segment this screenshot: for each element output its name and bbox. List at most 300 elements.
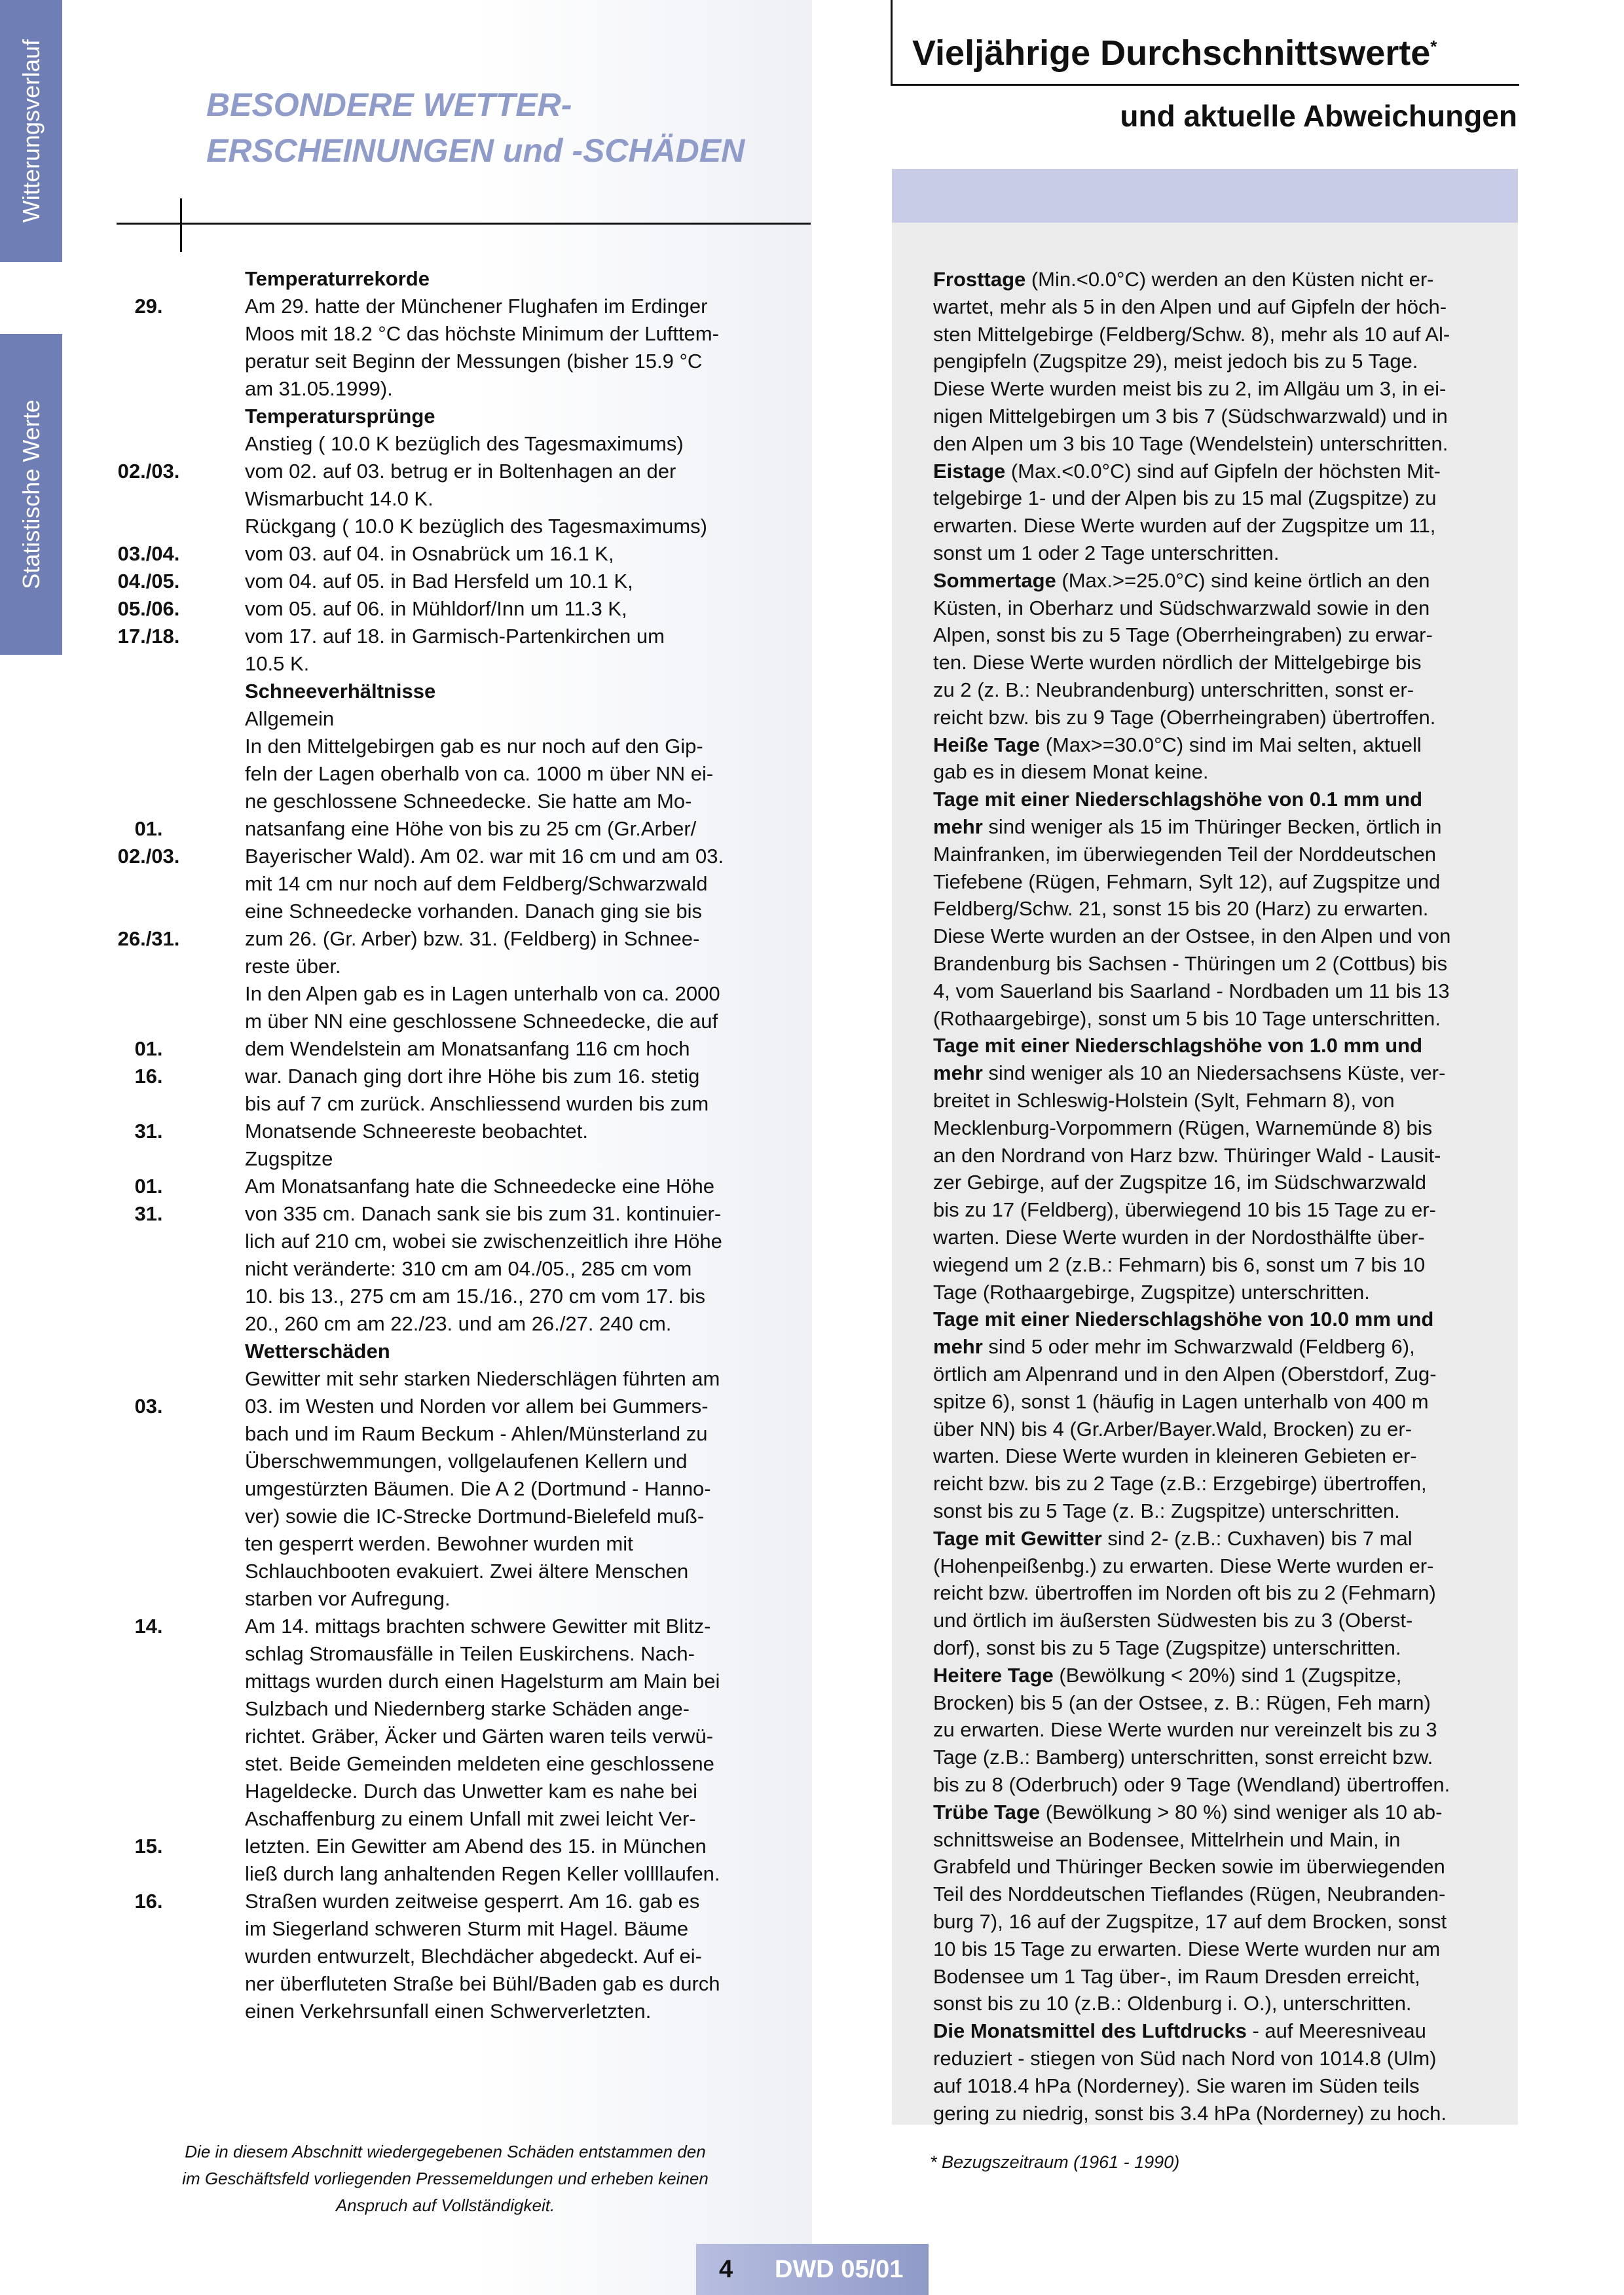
entry-text: In den Alpen gab es in Lagen unterhalb von ca. 2000 <box>245 982 720 1005</box>
entry-line <box>113 595 767 623</box>
entry-text: am 31.05.1999). <box>245 377 393 400</box>
text-line <box>933 348 1418 375</box>
text-run: telgebirge 1- und der Alpen bis zu 15 mal (Zugspitze) zu <box>933 487 1437 510</box>
entry-text: schlag Stromausfälle in Teilen Euskirchens. Nach- <box>245 1642 695 1665</box>
entry-line <box>113 320 767 348</box>
text-line <box>933 1771 1450 1799</box>
text-line <box>933 1196 1436 1224</box>
entry-text: lich auf 210 cm, wobei sie zwischenzeitlich ihre Höhe <box>245 1230 722 1253</box>
footnote-line: Anspruch auf Vollständigkeit. <box>335 2195 555 2215</box>
text-run: warten. Diese Werte wurden in der Nordosthälfte über- <box>933 1226 1425 1249</box>
text-run: auf 1018.4 hPa (Norderney). Sie waren im Süden teils <box>933 2074 1420 2097</box>
text-run: spitze 6), sonst 1 (häufig in Lagen unterhalb von 400 m <box>933 1389 1429 1413</box>
text-run: zu erwarten. Diese Werte wurden nur vereinzelt bis zu 3 <box>933 1718 1437 1742</box>
entry-line <box>113 1613 767 1640</box>
entry-line <box>113 1063 767 1090</box>
text-line <box>933 704 1435 731</box>
entry-text: ließ durch lang anhaltenden Regen Keller vollllaufen. <box>245 1862 720 1885</box>
entry-line <box>113 1998 767 2025</box>
entry-line <box>113 1668 767 1695</box>
entry-text: richtet. Gräber, Äcker und Gärten waren teils verwü- <box>245 1725 714 1748</box>
text-run: dorf), sonst bis zu 5 Tage (Zugspitze) unterschritten. <box>933 1636 1401 1659</box>
section-title-line: BESONDERE WETTER- <box>206 86 572 123</box>
entry-text: nicht veränderte: 310 cm am 04./05., 285 cm vom <box>245 1257 692 1280</box>
entry-line <box>113 485 767 513</box>
entry-date: 01. <box>134 817 163 840</box>
entry-line <box>113 843 767 870</box>
text-line <box>933 813 1442 841</box>
entry-line <box>113 293 767 320</box>
entry-date: 17./18. <box>117 625 180 648</box>
text-line <box>933 1169 1426 1196</box>
term-label: Tage mit einer Niederschlagshöhe von 10.0 mm und <box>933 1308 1434 1331</box>
text-line <box>933 1388 1429 1416</box>
text-run: bis zu 8 (Oderbruch) oder 9 Tage (Wendland) übertroffen. <box>933 1773 1450 1796</box>
entry-text: Am Monatsanfang hate die Schneedecke eine Höhe <box>245 1175 714 1198</box>
text-run: Tage (z.B.: Bamberg) unterschritten, sonst erreicht bzw. <box>933 1746 1433 1769</box>
text-run: sind 2- (z.B.: Cuxhaven) bis 7 mal <box>1101 1526 1412 1550</box>
text-run: gab es in diesem Monat keine. <box>933 760 1209 784</box>
text-line <box>933 1114 1432 1142</box>
text-run: breitet in Schleswig-Holstein (Sylt, Fehmarn 8), von <box>933 1089 1395 1112</box>
term-label: Trübe Tage <box>933 1800 1041 1824</box>
text-line <box>933 485 1437 512</box>
text-run: Feldberg/Schw. 21, sonst 15 bis 20 (Harz) zu erwarten. <box>933 897 1429 921</box>
entry-date: 16. <box>134 1890 163 1913</box>
term-label: Heitere Tage <box>933 1663 1054 1687</box>
entry-text: starben vor Aufregung. <box>245 1587 451 1610</box>
text-line <box>933 1442 1417 1470</box>
entry-text: reste über. <box>245 955 341 978</box>
entry-line <box>113 623 767 650</box>
text-run: sonst bis zu 10 (z.B.: Oldenburg i. O.), unterschritten. <box>933 1992 1412 2015</box>
header-bar <box>892 169 1518 223</box>
text-run: pengipfeln (Zugspitze 29), meist jedoch bis zu 5 Tage. <box>933 350 1418 373</box>
entry-heading: Temperaturrekorde <box>245 267 430 290</box>
entry-line <box>113 1475 767 1503</box>
text-run: (Max.<0.0°C) sind auf Gipfeln der höchsten Mit- <box>1005 459 1441 483</box>
text-run: (Rothaargebirge), sonst um 5 bis 10 Tage unterschritten. <box>933 1006 1441 1030</box>
text-run: schnittsweise an Bodensee, Mittelrhein und Main, in <box>933 1827 1401 1851</box>
text-line <box>933 1416 1412 1443</box>
text-run: Mecklenburg-Vorpommern (Rügen, Warnemünde 8) bis <box>933 1116 1433 1139</box>
entry-text: Anstieg ( 10.0 K bezüglich des Tagesmaximums) <box>245 432 684 455</box>
text-run: an den Nordrand von Harz bzw. Thüringer Wald - Lausit- <box>933 1143 1441 1167</box>
text-line <box>933 458 1441 485</box>
term-label: Heiße Tage <box>933 733 1041 756</box>
text-line <box>933 1853 1445 1881</box>
text-line <box>933 540 1279 567</box>
side-tabs <box>0 0 62 2295</box>
entry-date: 14. <box>134 1615 163 1638</box>
text-run: (Bewölkung < 20%) sind 1 (Zugspitze, <box>1053 1663 1402 1687</box>
text-run: (Bewölkung > 80 %) sind weniger als 10 ab- <box>1040 1800 1443 1824</box>
text-line <box>933 1032 1422 1059</box>
entry-text: Aschaffenburg zu einem Unfall mit zwei leicht Ver- <box>245 1807 696 1830</box>
entry-line <box>113 678 767 705</box>
text-line <box>933 1963 1420 1991</box>
right-footnote: * Bezugszeitraum (1961 - 1990) <box>930 2152 1180 2172</box>
entry-line <box>113 870 767 898</box>
text-line <box>933 1087 1395 1114</box>
text-run: Teil des Norddeutschen Tieflandes (Rügen, Neubranden- <box>933 1882 1446 1906</box>
text-run: ten. Diese Werte wurden nördlich der Mittelgebirge bis <box>933 651 1422 674</box>
entry-text: ver) sowie die IC-Strecke Dortmund-Bielefeld muß- <box>245 1505 705 1528</box>
entry-line <box>113 980 767 1008</box>
entry-line <box>113 1530 767 1558</box>
entry-line <box>113 1310 767 1338</box>
entry-line <box>113 898 767 925</box>
text-line <box>933 1279 1370 1306</box>
entry-text: ne geschlossene Schneedecke. Sie hatte am Mo- <box>245 790 692 813</box>
text-line <box>933 1881 1445 1908</box>
text-run: den Alpen um 3 bis 10 Tage (Wendelstein) unterschritten. <box>933 431 1449 455</box>
entry-line <box>113 733 767 760</box>
entry-line <box>113 265 767 293</box>
entry-line <box>113 1008 767 1035</box>
entry-text: m über NN eine geschlossene Schneedecke, die auf <box>245 1010 718 1033</box>
entry-heading: Schneeverhältnisse <box>245 680 436 703</box>
term-label: Frosttage <box>933 268 1026 291</box>
text-line <box>933 1361 1437 1388</box>
frame-line <box>891 84 1519 86</box>
entry-text: war. Danach ging dort ihre Höhe bis zum 16. stetig <box>245 1065 700 1088</box>
text-line <box>933 621 1433 649</box>
text-line <box>933 266 1434 293</box>
text-run: (Max>=30.0°C) sind im Mai selten, aktuell <box>1040 733 1422 756</box>
text-line <box>933 1552 1433 1580</box>
text-line <box>933 321 1450 348</box>
entry-text: zum 26. (Gr. Arber) bzw. 31. (Feldberg) in Schnee- <box>245 927 700 950</box>
footnote-line: Die in diesem Abschnitt wiedergegebenen Schäden entstammen den <box>185 2142 706 2161</box>
text-run: Brandenburg bis Sachsen - Thüringen um 2 (Cottbus) bis <box>933 952 1448 975</box>
term-label: Die Monatsmittel des Luftdrucks <box>933 2019 1247 2043</box>
entry-date: 04./05. <box>117 570 180 593</box>
text-line <box>933 841 1436 868</box>
term-label: mehr <box>933 1061 983 1085</box>
text-run: (Max.>=25.0°C) sind keine örtlich an den <box>1056 568 1430 592</box>
entry-text: In den Mittelgebirgen gab es nur noch auf den Gip- <box>245 735 703 758</box>
entry-date: 31. <box>134 1202 163 1225</box>
entry-line <box>113 1145 767 1173</box>
entry-text: Rückgang ( 10.0 K bezüglich des Tagesmaximums) <box>245 515 707 538</box>
entry-line <box>113 1970 767 1998</box>
entry-text: feln der Lagen oberhalb von ca. 1000 m über NN ei- <box>245 762 714 785</box>
text-line <box>933 1224 1425 1251</box>
entry-line <box>113 568 767 595</box>
text-run: 4, vom Sauerland bis Saarland - Nordbaden um 11 bis 13 <box>933 979 1450 1002</box>
entry-line <box>113 1255 767 1283</box>
text-line <box>933 1908 1447 1936</box>
term-label: Tage mit einer Niederschlagshöhe von 1.0 mm und <box>933 1034 1423 1057</box>
text-line <box>933 1936 1440 1963</box>
entry-text: Am 14. mittags brachten schwere Gewitter mit Blitz- <box>245 1615 711 1638</box>
entry-line <box>113 1915 767 1943</box>
entry-text: letzten. Ein Gewitter am Abend des 15. in München <box>245 1835 707 1858</box>
side-tab-label: Witterungsverlauf <box>17 39 45 223</box>
entry-line <box>113 1778 767 1805</box>
text-line <box>933 1826 1400 1854</box>
text-line <box>933 1059 1445 1087</box>
entry-text: eine Schneedecke vorhanden. Danach ging sie bis <box>245 900 702 923</box>
entry-line <box>113 1200 767 1228</box>
entry-date: 26./31. <box>117 927 180 950</box>
entry-line <box>113 1888 767 1915</box>
text-line <box>933 758 1208 786</box>
term-label: Tage mit Gewitter <box>933 1526 1102 1550</box>
text-run: gering zu niedrig, sonst bis 3.4 hPa (Norderney) zu hoch. <box>933 2101 1447 2125</box>
entry-text: vom 03. auf 04. in Osnabrück um 16.1 K, <box>245 542 614 565</box>
text-run: zu 2 (z. B.: Neubrandenburg) unterschritten, sonst er- <box>933 678 1414 701</box>
text-line <box>933 731 1422 759</box>
entry-text: Allgemein <box>245 707 335 730</box>
text-run: Mainfranken, im überwiegenden Teil der Norddeutschen <box>933 842 1436 866</box>
right-title-mark: * <box>1430 37 1437 56</box>
text-run: Bodensee um 1 Tag über-, im Raum Dresden erreicht, <box>933 1964 1420 1988</box>
text-line <box>933 1799 1442 1826</box>
entry-text: Straßen wurden zeitweise gesperrt. Am 16. gab es <box>245 1890 700 1913</box>
entry-line <box>113 1448 767 1475</box>
entry-line <box>113 1723 767 1750</box>
text-run: örtlich am Alpenrand und in den Alpen (Oberstdorf, Zug- <box>933 1363 1437 1386</box>
entry-text: im Siegerland schweren Sturm mit Hagel. Bäume <box>245 1917 689 1940</box>
entry-line <box>113 1283 767 1310</box>
entry-text: mit 14 cm nur noch auf dem Feldberg/Schwarzwald <box>245 872 708 895</box>
entry-line <box>113 513 767 540</box>
text-line <box>933 950 1447 978</box>
text-run: Diese Werte wurden an der Ostsee, in den Alpen und von <box>933 925 1451 948</box>
text-run: sonst um 1 oder 2 Tage unterschritten. <box>933 542 1280 564</box>
text-line <box>933 649 1422 676</box>
text-line <box>933 375 1446 403</box>
text-run: Tage (Rothaargebirge, Zugspitze) unterschritten. <box>933 1280 1370 1304</box>
entry-line <box>113 815 767 843</box>
text-line <box>933 1607 1412 1634</box>
text-line <box>933 1497 1400 1525</box>
entry-line <box>113 925 767 953</box>
entry-line <box>113 1640 767 1668</box>
entry-line <box>113 1228 767 1255</box>
entry-line <box>113 458 767 485</box>
entry-line <box>113 430 767 458</box>
issue-label: DWD 05/01 <box>775 2256 904 2283</box>
text-line <box>933 1662 1401 1689</box>
text-line <box>933 430 1448 458</box>
text-run: Alpen, sonst bis zu 5 Tage (Oberrheingraben) zu erwar- <box>933 623 1433 647</box>
section-title-line: ERSCHEINUNGEN und -SCHÄDEN <box>206 132 745 169</box>
text-run: sind weniger als 15 im Thüringer Becken, örtlich in <box>982 815 1442 838</box>
text-line <box>933 1333 1415 1361</box>
term-label: mehr <box>933 1335 983 1359</box>
text-run: (Hohenpeißenbg.) zu erwarten. Diese Werte wurden er- <box>933 1554 1434 1577</box>
entry-text: 20., 260 cm am 22./23. und am 26./27. 240 cm. <box>245 1312 672 1335</box>
entry-line <box>113 1585 767 1613</box>
entry-text: wurden entwurzelt, Blechdächer abgedeckt. Auf ei- <box>245 1945 702 1968</box>
entry-line <box>113 1695 767 1723</box>
text-line <box>933 1579 1436 1607</box>
entry-text: 10.5 K. <box>245 652 310 675</box>
entry-text: 10. bis 13., 275 cm am 15./16., 270 cm vom 17. bis <box>245 1285 706 1308</box>
text-line <box>933 1470 1427 1497</box>
text-run: reicht bzw. bis zu 2 Tage (z.B.: Erzgebirge) übertroffen, <box>933 1472 1427 1496</box>
entry-text: bis auf 7 cm zurück. Anschliessend wurden bis zum <box>245 1092 709 1115</box>
entry-line <box>113 1118 767 1145</box>
text-line <box>933 1306 1433 1333</box>
page-footer <box>696 2244 929 2295</box>
term-label: Sommertage <box>933 568 1056 592</box>
entry-line <box>113 1035 767 1063</box>
entry-text: Moos mit 18.2 °C das höchste Minimum der Lufttem- <box>245 322 719 345</box>
side-tab-label: Statistische Werte <box>17 399 45 589</box>
text-run: Tiefebene (Rügen, Fehmarn, Sylt 12), auf Zugspitze und <box>933 870 1441 893</box>
text-line <box>933 1634 1401 1662</box>
text-line <box>933 1142 1441 1169</box>
entry-date: 16. <box>134 1065 163 1088</box>
text-line <box>933 1744 1433 1771</box>
text-line <box>933 403 1448 430</box>
entry-line <box>113 1173 767 1200</box>
text-run: über NN) bis 4 (Gr.Arber/Bayer.Wald, Brocken) zu er- <box>933 1417 1412 1441</box>
text-line <box>933 978 1450 1005</box>
text-run: reicht bzw. bis zu 9 Tage (Oberrheingraben) übertroffen. <box>933 705 1436 729</box>
term-label: mehr <box>933 815 983 838</box>
text-run: zer Gebirge, auf der Zugspitze 16, im Südschwarzwald <box>933 1171 1426 1194</box>
text-run: wartet, mehr als 5 in den Alpen und auf Gipfeln der höch- <box>933 295 1447 318</box>
text-run: reicht bzw. übertroffen im Norden oft bis zu 2 (Fehmarn) <box>933 1581 1436 1605</box>
entry-text: peratur seit Beginn der Messungen (bisher 15.9 °C <box>245 350 703 373</box>
text-run: sonst bis zu 5 Tage (z. B.: Zugspitze) unterschritten. <box>933 1499 1400 1522</box>
text-line <box>933 1990 1412 2017</box>
entry-line <box>113 540 767 568</box>
text-run: erwarten. Diese Werte wurden auf der Zugspitze um 11, <box>933 514 1436 538</box>
page-number: 4 <box>719 2256 733 2283</box>
side-tab-statistische-werte[interactable] <box>0 334 62 655</box>
text-run: burg 7), 16 auf der Zugspitze, 17 auf dem Brocken, sonst <box>933 1910 1447 1933</box>
text-run: Brocken) bis 5 (an der Ostsee, z. B.: Rügen, Feh marn) <box>933 1691 1431 1714</box>
divider <box>117 223 811 225</box>
entry-text: stet. Beide Gemeinden meldeten eine geschlossene <box>245 1752 714 1775</box>
text-run: und örtlich im äußersten Südwesten bis zu 3 (Oberst- <box>933 1609 1413 1632</box>
text-line <box>933 786 1422 813</box>
entry-date: 01. <box>134 1037 163 1060</box>
text-run: reduziert - stiegen von Süd nach Nord von 1014.8 (Ulm) <box>933 2047 1437 2070</box>
entry-text: einen Verkehrsunfall einen Schwerverletzten. <box>245 2000 652 2023</box>
text-line <box>933 1005 1441 1033</box>
entry-date: 02./03. <box>117 845 180 868</box>
text-run: sind 5 oder mehr im Schwarzwald (Feldberg 6), <box>982 1335 1415 1359</box>
side-tab-witterungsverlauf[interactable] <box>0 0 62 262</box>
entry-text: natsanfang eine Höhe von bis zu 25 cm (Gr.Arber/ <box>245 817 697 840</box>
divider-tick <box>180 198 182 252</box>
entry-text: von 335 cm. Danach sank sie bis zum 31. kontinuier- <box>245 1202 722 1225</box>
entry-heading: Wetterschäden <box>245 1340 390 1363</box>
entry-text: ten gesperrt werden. Bewohner wurden mit <box>245 1532 633 1555</box>
text-line <box>933 567 1430 595</box>
footnote-line: im Geschäftsfeld vorliegenden Pressemeldungen und erheben keinen <box>182 2169 709 2188</box>
entry-text: umgestürzten Bäumen. Die A 2 (Dortmund - Hanno- <box>245 1477 711 1500</box>
text-run: nigen Mittelgebirgen um 3 bis 7 (Südschwarzwald) und in <box>933 405 1448 428</box>
entry-text: vom 05. auf 06. in Mühldorf/Inn um 11.3 K, <box>245 597 627 620</box>
text-run: sten Mittelgebirge (Feldberg/Schw. 8), mehr als 10 auf Al- <box>933 322 1450 346</box>
entry-line <box>113 788 767 815</box>
entry-text: Sulzbach und Niedernberg starke Schäden ange- <box>245 1697 690 1720</box>
entry-line <box>113 1338 767 1365</box>
frame-line <box>891 0 893 85</box>
text-line <box>933 895 1428 923</box>
entry-text: vom 02. auf 03. betrug er in Boltenhagen an der <box>245 460 676 483</box>
text-line <box>933 923 1450 950</box>
text-line <box>933 1716 1437 1744</box>
term-label: Eistage <box>933 459 1006 483</box>
entry-text: vom 04. auf 05. in Bad Hersfeld um 10.1 K, <box>245 570 633 593</box>
entry-text: Monatsende Schneereste beobachtet. <box>245 1120 588 1143</box>
text-run: (Min.<0.0°C) werden an den Küsten nicht er- <box>1025 268 1434 291</box>
entry-line <box>113 1503 767 1530</box>
entry-line <box>113 1833 767 1860</box>
entry-date: 29. <box>134 295 163 318</box>
entry-text: bach und im Raum Beckum - Ahlen/Münsterland zu <box>245 1422 708 1445</box>
text-run: - auf Meeresniveau <box>1246 2019 1426 2043</box>
entry-text: Wismarbucht 14.0 K. <box>245 487 434 510</box>
entry-line <box>113 1860 767 1888</box>
entry-date: 15. <box>134 1835 163 1858</box>
entry-line <box>113 1420 767 1448</box>
text-line <box>933 676 1414 704</box>
entry-line <box>113 650 767 678</box>
entry-date: 05./06. <box>117 597 180 620</box>
text-line <box>933 2045 1437 2072</box>
entry-line <box>113 403 767 430</box>
text-run: 10 bis 15 Tage zu erwarten. Diese Werte wurden nur am <box>933 1937 1441 1960</box>
entry-text: mittags wurden durch einen Hagelsturm am Main bei <box>245 1670 720 1693</box>
text-line <box>933 595 1430 622</box>
text-line <box>933 293 1447 321</box>
entry-text: Schlauchbooten evakuiert. Zwei ältere Menschen <box>245 1560 689 1583</box>
entry-text: 03. im Westen und Norden vor allem bei Gummers- <box>245 1395 709 1418</box>
entry-line <box>113 705 767 733</box>
entry-line <box>113 348 767 375</box>
entry-date: 02./03. <box>117 460 180 483</box>
text-line <box>933 868 1440 896</box>
entry-text: Hageldecke. Durch das Unwetter kam es nahe bei <box>245 1780 697 1803</box>
text-run: warten. Diese Werte wurden in kleineren Gebieten er- <box>933 1444 1417 1468</box>
entry-date: 01. <box>134 1175 163 1198</box>
text-line <box>933 1525 1412 1552</box>
right-subtitle: und aktuelle Abweichungen <box>1120 99 1517 133</box>
entry-text: Zugspitze <box>245 1147 333 1170</box>
entry-text: ner überfluteten Straße bei Bühl/Baden gab es durch <box>245 1972 720 1995</box>
text-run: wiegend um 2 (z.B.: Fehmarn) bis 6, sonst um 7 bis 10 <box>933 1253 1426 1276</box>
section-title <box>206 82 745 174</box>
entry-text: Überschwemmungen, vollgelaufenen Kellern und <box>245 1450 688 1473</box>
text-run: Küsten, in Oberharz und Südschwarzwald sowie in den <box>933 596 1430 619</box>
term-label: Tage mit einer Niederschlagshöhe von 0.1 mm und <box>933 788 1423 811</box>
entry-line <box>113 1393 767 1420</box>
entry-text: vom 17. auf 18. in Garmisch-Partenkirchen um <box>245 625 665 648</box>
entry-text: Bayerischer Wald). Am 02. war mit 16 cm und am 03. <box>245 845 724 868</box>
right-title-text: Vieljährige Durchschnittswerte <box>912 33 1431 73</box>
text-run: Diese Werte wurden meist bis zu 2, im Allgäu um 3, in ei- <box>933 377 1447 401</box>
entry-text: Am 29. hatte der Münchener Flughafen im Erdinger <box>245 295 708 318</box>
text-line <box>933 512 1435 540</box>
entry-line <box>113 953 767 980</box>
right-title <box>912 33 1437 73</box>
entry-date: 03. <box>134 1395 163 1418</box>
entry-line <box>113 1805 767 1833</box>
text-line <box>933 2072 1420 2100</box>
left-footnote <box>141 2139 750 2219</box>
text-line <box>933 2017 1426 2045</box>
